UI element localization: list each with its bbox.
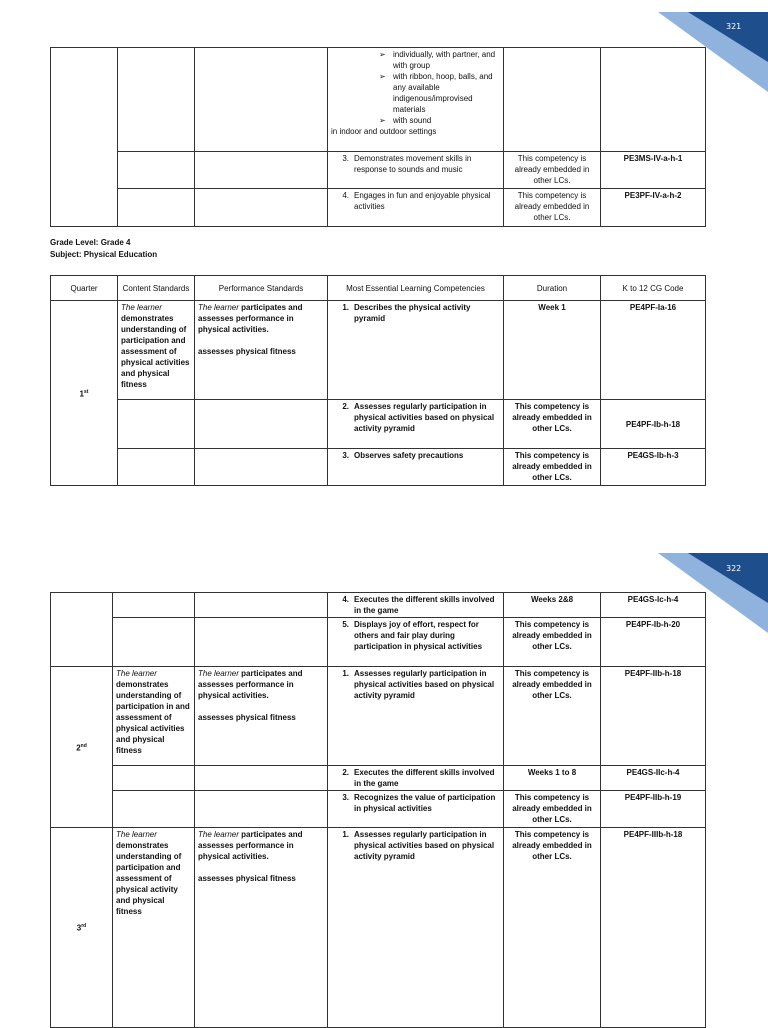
duration-cell: This competency is already embedded in other LCs. (504, 189, 601, 227)
duration-cell: Week 1 (504, 301, 601, 400)
header-duration: Duration (504, 276, 601, 301)
competency-cell: 2. Executes the different skills involved in the game (328, 766, 504, 791)
code-cell: PE4GS-IIc-h-4 (601, 766, 706, 791)
grade-level: Grade Level: Grade 4 (50, 238, 131, 247)
list-item: ➢ with ribbon, hoop, balls, and any available indigenous/improvised materials (379, 71, 500, 115)
header-quarter: Quarter (51, 276, 118, 301)
code-cell: PE4GS-Ib-h-3 (601, 449, 706, 486)
code-cell: PE4PF-IIb-h-18 (601, 667, 706, 766)
competency-cell: 1. Describes the physical activity pyramid (328, 301, 504, 400)
header-content-standards: Content Standards (118, 276, 195, 301)
quarter-cell (51, 48, 118, 227)
duration-cell: This competency is already embedded in other LCs. (504, 400, 601, 449)
code-cell: PE4PF-Ib-h-20 (601, 618, 706, 667)
header-melc: Most Essential Learning Competencies (328, 276, 504, 301)
code-cell: PE3MS-IV-a-h-1 (601, 152, 706, 189)
list-item: ➢ individually, with partner, and with group (379, 49, 500, 71)
page-number: 321 (726, 22, 742, 31)
subject: Subject: Physical Education (50, 250, 158, 259)
duration-cell: Weeks 1 to 8 (504, 766, 601, 791)
competency-cell: 5. Displays joy of effort, respect for others and fair play during participation in physical activities (328, 618, 504, 667)
bullet-list (331, 49, 500, 126)
code-cell: PE4PF-IIIb-h-18 (601, 828, 706, 1028)
quarter-cell: 3rd (51, 828, 113, 1028)
competency-cell: 1. Assesses regularly participation in physical activities based on physical activity pyramid (328, 828, 504, 1028)
performance-standard-cell: The learner participates and assesses performance in physical activities. assesses physical fitness (195, 828, 328, 1028)
competency-cell: 4. Executes the different skills involved in the game (328, 593, 504, 618)
performance-standard-cell: The learner participates and assesses performance in physical activities. assesses physical fitness (195, 667, 328, 766)
competency-cell (328, 48, 504, 152)
grade3-continuation-table (50, 47, 706, 227)
competency-cell: 1. Assesses regularly participation in physical activities based on physical activity pyramid (328, 667, 504, 766)
duration-cell: Weeks 2&8 (504, 593, 601, 618)
page-number: 322 (726, 564, 742, 573)
code-cell: PE4GS-Ic-h-4 (601, 593, 706, 618)
trailing-text: in indoor and outdoor settings (331, 127, 437, 136)
quarter-cell: 2nd (51, 667, 113, 828)
code-cell: PE4PF-Ia-16 (601, 301, 706, 400)
duration-cell: This competency is already embedded in other LCs. (504, 152, 601, 189)
competency-cell: 3. Recognizes the value of participation in physical activities (328, 791, 504, 828)
content-standard-cell: The learner demonstrates understanding of participation and assessment of physical activity and physical fitness (113, 828, 195, 1028)
quarter-cell (51, 593, 113, 667)
competency-cell: 3. Demonstrates movement skills in response to sounds and music (328, 152, 504, 189)
header-performance-standards: Performance Standards (195, 276, 328, 301)
code-cell: PE4PF-IIb-h-19 (601, 791, 706, 828)
competency-cell: 4. Engages in fun and enjoyable physical activities (328, 189, 504, 227)
grade4-q1-q3-table (50, 592, 706, 1028)
competency-cell: 3. Observes safety precautions (328, 449, 504, 486)
performance-standard-cell: The learner participates and assesses performance in physical activities. assesses physical fitness (195, 301, 328, 400)
content-standard-cell: The learner demonstrates understanding of participation in and assessment of physical activities and physical fitness (113, 667, 195, 766)
duration-cell: This competency is already embedded in other LCs. (504, 449, 601, 486)
duration-cell: This competency is already embedded in other LCs. (504, 618, 601, 667)
duration-cell: This competency is already embedded in other LCs. (504, 791, 601, 828)
grade4-q1-table (50, 275, 706, 486)
competency-cell: 2. Assesses regularly participation in physical activities based on physical activity pyramid (328, 400, 504, 449)
list-item: ➢ with sound (379, 115, 500, 126)
duration-cell: This competency is already embedded in other LCs. (504, 667, 601, 766)
quarter-cell: 1st (51, 301, 118, 486)
code-cell: PE3PF-IV-a-h-2 (601, 189, 706, 227)
content-standard-cell: The learner demonstrates understanding of participation and assessment of physical activities and physical fitness (118, 301, 195, 400)
duration-cell: This competency is already embedded in other LCs. (504, 828, 601, 1028)
header-cg-code: K to 12 CG Code (601, 276, 706, 301)
code-cell: PE4PF-Ib-h-18 (601, 400, 706, 449)
